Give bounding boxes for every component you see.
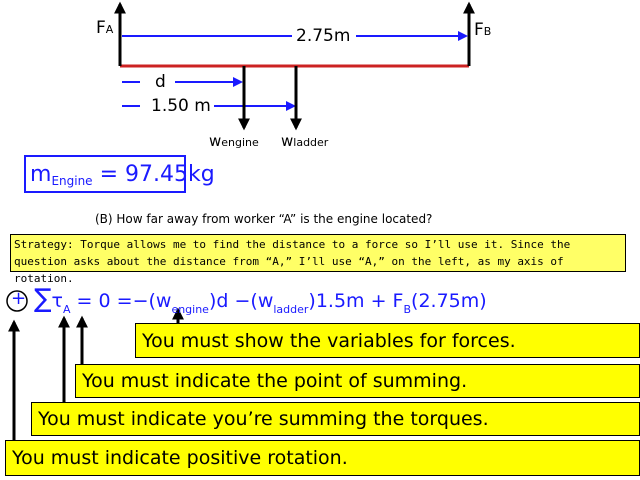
callout-rotation: You must indicate positive rotation. xyxy=(5,440,640,476)
sigma-symbol: ∑ xyxy=(34,284,52,314)
force-a-label: FA xyxy=(96,18,114,38)
callout-point: You must indicate the point of summing. xyxy=(75,364,640,398)
d-label: d xyxy=(155,72,166,92)
length-label: 2.75m xyxy=(296,26,351,46)
mass-box: m Engine = 97.45kg xyxy=(24,155,186,193)
callout-torques: You must indicate you’re summing the torques. xyxy=(31,402,640,436)
w-engine-label: wengine xyxy=(209,132,259,150)
question-text: (B) How far away from worker “A” is the engine located? xyxy=(95,212,433,226)
torque-equation: $\sum\tau_A = 0 =-(w_{engine})d -(w_{ladder})1.5m + F_B(2.75m)$ xyxy=(34,284,487,316)
tau-symbol: τ xyxy=(51,290,63,312)
callout-variables: You must show the variables for forces. xyxy=(135,323,640,358)
rotation-plus: + xyxy=(11,288,27,309)
w-ladder-label: wladder xyxy=(281,132,329,150)
force-b-label: FB xyxy=(474,20,492,40)
ladder-distance-label: 1.50 m xyxy=(151,96,211,116)
strategy-box: Strategy: Torque allows me to find the distance to a force so I’ll use it. Since the question asks about the distance from “A,” I’ll use “A,” on the left, as my axis of rotation. xyxy=(10,234,626,272)
